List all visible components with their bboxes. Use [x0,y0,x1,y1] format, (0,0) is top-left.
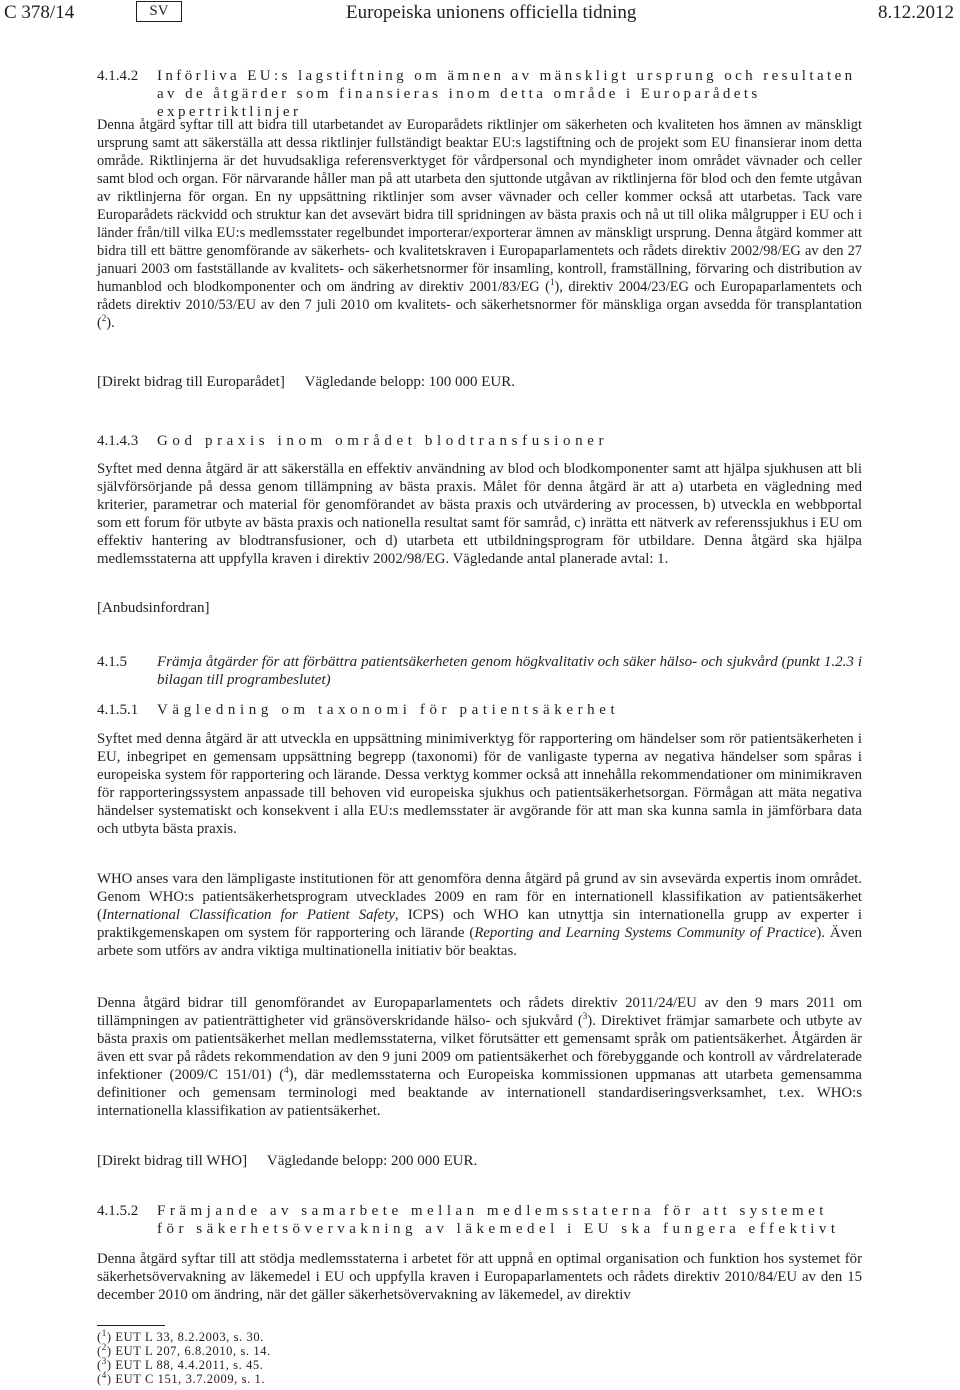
paragraph-text: ), direktiv 2004/23/EG och Europaparlamentets och rådets direktiv 2010/53/EU av den 7 juli 2010 om kvalitets- och säkerhetsnormer för mänskliga organ avsedda för transplantation ( [97,279,862,331]
footnote: ($^2$) EUT L 207, 6.8.2010, s. 14. [97,1341,271,1358]
budget-value: Vägledande belopp: 100 000 EUR. [304,374,515,390]
section-title: Införliva EU:s lagstiftning om ämnen av mänskligt ursprung och resultaten av de åtgärder som finansieras inom detta område i Europarådets expertriktlinjer [157,68,856,120]
paragraph [97,460,862,568]
paragraph-text: Syftet med denna åtgärd är att säkerställa en effektiv användning av blod och blodkomponenter samt att hjälpa sjukhusen att bli självförsörjande på dessa genom tillämpning av bästa praxis. Målet för denna åtgärd är att a) utarbeta en vägledning med kriterier, parametrar och material för genomförandet av bästa praxis och utvärdering av processen, b) utveckla en webbportal som ett forum för utbyte av bästa praxis och nationella resultat samt för samråd, c) inrätta ett nätverk av referenssjukhus i EU om effektiv hantering av blodtransfusioner, och d) utarbeta ett utbildningsprogram för utbildare. Denna åtgärd ska hjälpa medlemsstaterna att uppfylla kraven i direktiv 2002/98/EG. Vägledande antal planerade avtal: 1. [97,461,862,567]
section-heading-4-1-4-2 [97,67,867,120]
section-heading-4-1-5-2 [97,1202,867,1242]
paragraph-text: Denna åtgärd syftar till att stödja medlemsstaterna i arbetet för att uppnå en optimal organisation och funktion hos systemet för säkerhetsövervakning av läkemedel i EU och uppfylla kraven i Europaparlamentets och rådets direktiv 2010/84/EU av den 15 december 2010 om ändring, när det gäller säkerhetsövervakning av läkemedel, av direktiv [97,1251,862,1303]
paragraph-text: Denna åtgärd bidrar till genomförandet av Europaparlamentets och rådets direktiv 2011/24/EU av den 9 mars 2011 om tillämpningen av patienträttigheter vid gränsöverskridande hälso- och sjukvård ( [97,995,862,1029]
section-title: Främjande av samarbete mellan medlemsstaterna för att systemet för säkerhetsövervakning av läkemedel i EU ska fungera effektivt [157,1203,840,1237]
paragraph [97,870,862,960]
footnote-text: EUT L 88, 4.4.2011, s. 45. [115,1358,264,1372]
footnotes [97,1327,271,1386]
section-number: 4.1.4.2 [97,68,139,84]
budget-line [97,1153,862,1171]
footnote-ref: 2 [101,313,107,324]
procurement-line [97,600,862,618]
journal-reference: C 378/14 [4,2,75,23]
journal-header [0,0,960,36]
paragraph-text: Denna åtgärd syftar till att bidra till utarbetandet av Europarådets riktlinjer om säkerheten och kvaliteten hos ämnen av mänskligt ursprung samt att säkerställa att dessa riktlinjer fullständigt beaktar EU:s lagstiftning och de projekt som EU finansierar inom detta område. Riktlinjerna är det huvudsakliga referensverktyget för vårdpersonal och myndigheter inom området vävnader och celler samt blod och organ. För närvarande håller man på att utarbeta den sjuttonde utgåvan av riktlinjerna för blod och den femte utgåvan av riktlinjerna för organ. En ny uppsättning riktlinjer som avser vävnader och celler kommer också att utarbetas. Tack vare Europarådets räckvidd och struktur kan det avsevärt bidra till spridningen av bästa praxis och nå ut till olika målgrupper i EU och i länder från/till vilka EU:s medlemsstater regelbundet importerar/exporterar ämnen av mänskligt ursprung. Denna åtgärd kommer att bidra till ett bättre genomförande av säkerhets- och kvalitetskraven i Europaparlamentets och rådets direktiv 2002/98/EG av den 27 januari 2003 om fastställande av kvalitets- och säkerhetsnormer för insamling, kontroll, framställning, förvaring och distribution av humanblod och blodkomponenter och om ändring av direktiv 2001/83/EG ( [97,117,862,295]
paragraph-text: Syftet med denna åtgärd är att utveckla en uppsättning minimiverktyg för rapportering om händelser som rör patientsäkerheten i EU, inbegripet en gemensam uppsättning begrepp (taxonomi) för de vanligaste typerna av negativa händelser som spåras i europeiska system för rapportering och lärande. Dessa verktyg kommer också att innehålla rekommendationer om minimikraven för rapporteringssystem anpassade till behoven vid europeiska sjukhus och patientsäkerhetsorgan. Förmågan att mäta negativa händelser systematiskt och konsekvent i alla EU:s medlemsstater är avgörande för att man ska kunna samla in jämförbara data och utbyta bästa praxis. [97,731,862,837]
language-badge: SV [136,1,182,22]
paragraph-text: , ICPS) och WHO kan utnyttja sin internationella grupp av experter i praktikgemenskapen om system för rapportering och lärande ( [97,907,863,941]
section-number: 4.1.5 [97,654,127,670]
footnote-number: 3 [101,1355,107,1366]
paragraph-text: ). Även arbete som utförs av andra viktiga multinationella initiativ bör beaktas. [97,925,862,959]
section-heading-4-1-5-1 [97,701,867,721]
budget-label: [Direkt bidrag till Europarådet] [97,374,285,390]
footnote-divider [97,1325,165,1326]
paragraph-text: ), där medlemsstaterna och Europeiska kommissionen uppmanas att utarbeta gemensamma definitioner och gemensam terminologi med beaktande av internationell standardiseringsverksamhet, t.ex. WHO:s internationella klassifikation av patientsäkerhet. [97,1067,863,1119]
footnote-ref: 4 [284,1065,289,1076]
footnote: ($^1$) EUT L 33, 8.2.2003, s. 30. [97,1327,264,1344]
section-title: God praxis inom området blodtransfusioner [157,433,609,449]
paragraph-text: ). [106,315,115,331]
footnote-ref: 3 [582,1011,588,1022]
section-heading-4-1-4-3 [97,432,867,452]
section-heading-4-1-5 [97,653,867,693]
footnote-text: EUT L 207, 6.8.2010, s. 14. [115,1344,271,1358]
paragraph-text-italic: Reporting and Learning Systems Community of Practice [474,925,817,941]
section-number: 4.1.4.3 [97,433,139,449]
footnote: ($^4$) EUT C 151, 3.7.2009, s. 1. [97,1369,266,1386]
footnote-number: 1 [101,1327,107,1338]
paragraph [97,1250,862,1304]
section-number: 4.1.5.2 [97,1203,139,1219]
paragraph [97,730,862,838]
procurement-label: [Anbudsinfordran] [97,600,210,616]
budget-line [97,374,862,392]
section-title: Vägledning om taxonomi för patientsäkerhet [157,702,620,718]
journal-date: 8.12.2012 [878,2,954,23]
footnote: ($^3$) EUT L 88, 4.4.2011, s. 45. [97,1355,264,1372]
section-title: Främja åtgärder för att förbättra patientsäkerheten genom högkvalitativ och säker hälso- och sjukvård (punkt 1.2.3 i bilagan till programbeslutet) [157,654,862,688]
footnote-text: EUT L 33, 8.2.2003, s. 30. [115,1330,264,1344]
footnote-number: 2 [101,1341,107,1352]
paragraph-text: WHO anses vara den lämpligaste institutionen för att genomföra denna åtgärd på grund av sin avsevärda expertis inom området. Genom WHO:s patientsäkerhetsprogram utvecklades 2009 en ram för en internationell klassifikation av patientsäkerhet ( [97,871,862,923]
paragraph-text-italic: International Classification for Patient Safety [101,907,395,923]
paragraph-text: ). Direktivet främjar samarbete och utbyte av bästa praxis om patientsäkerhet mellan medlemsstaterna, vilket förutsätter ett gemensamt språk om patientsäkerhet. Åtgärden är även ett svar på rådets rekommendation av den 9 juni 2009 om patientsäkerhet och förebyggande och kontroll av vårdrelaterade infektioner (2009/C 151/01) ( [97,1013,862,1083]
footnote-ref: 1 [549,277,555,288]
budget-label: [Direkt bidrag till WHO] [97,1153,248,1169]
footnote-number: 4 [101,1369,107,1380]
paragraph [97,116,862,332]
section-number: 4.1.5.1 [97,702,139,718]
journal-title: Europeiska unionens officiella tidning [346,2,637,23]
budget-value: Vägledande belopp: 200 000 EUR. [266,1153,478,1169]
footnote-text: EUT C 151, 3.7.2009, s. 1. [115,1372,266,1386]
paragraph [97,994,862,1120]
